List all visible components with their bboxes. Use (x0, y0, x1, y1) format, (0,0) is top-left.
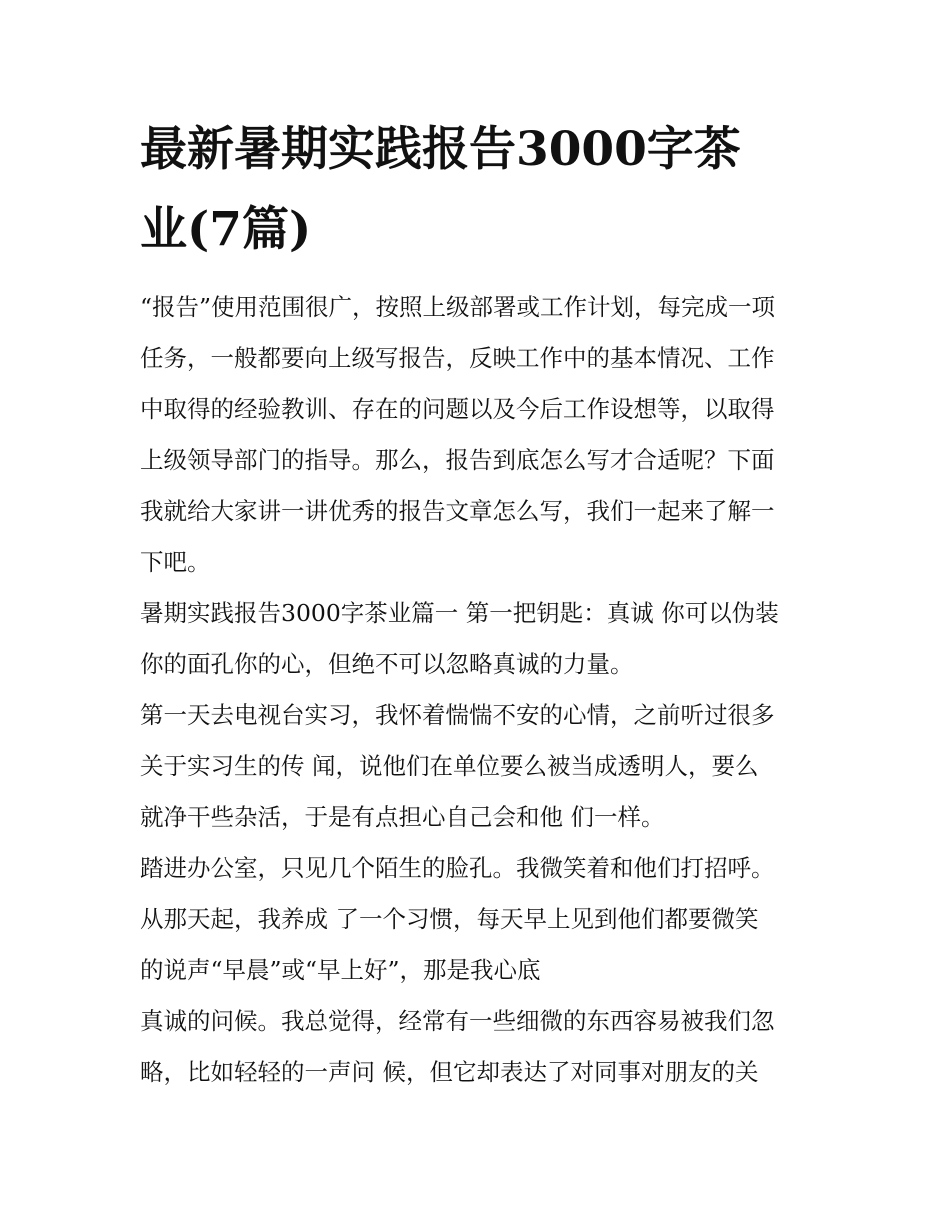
text-line: 从那天起，我养成 了一个习惯，每天早上见到他们都要微笑 (140, 905, 759, 933)
text-line: 第一天去电视台实习，我怀着惴惴不安的心情，之前听过很多 (140, 701, 775, 729)
text-line: 中取得的经验教训、存在的问题以及今后工作设想等，以取得 (140, 395, 775, 423)
text-line: 踏进办公室，只见几个陌生的脸孔。我微笑着和他们打招呼。 (140, 854, 775, 882)
text-line: 略，比如轻轻的一声问 候，但它却表达了对同事对朋友的关 (140, 1058, 759, 1086)
text-line: 下吧。 (140, 548, 211, 576)
document-body (140, 282, 820, 1098)
text-line: 暑期实践报告3000字茶业篇一 第一把钥匙：真诚 你可以伪装 (140, 599, 779, 627)
title-line: 业(7篇) (140, 202, 312, 257)
title-line: 最新暑期实践报告3000字茶 (140, 122, 741, 177)
text-line: 你的面孔你的心，但绝不可以忽略真诚的力量。 (140, 650, 634, 678)
text-line: 我就给大家讲一讲优秀的报告文章怎么写，我们一起来了解一 (140, 497, 775, 525)
text-line: 关于实习生的传 闻，说他们在单位要么被当成透明人，要么 (140, 752, 759, 780)
text-line: 任务，一般都要向上级写报告，反映工作中的基本情况、工作 (140, 344, 775, 372)
text-line: 的说声“早晨”或“早上好”，那是我心底 (140, 956, 541, 984)
text-line: 真诚的问候。我总觉得，经常有一些细微的东西容易被我们忽 (140, 1007, 775, 1035)
text-line: 就净干些杂活，于是有点担心自己会和他 们一样。 (140, 803, 665, 831)
text-line: “报告”使用范围很广，按照上级部署或工作计划，每完成一项 (140, 293, 776, 321)
text-line: 上级领导部门的指导。那么，报告到底怎么写才合适呢？下面 (140, 446, 775, 474)
document-title (140, 110, 810, 270)
